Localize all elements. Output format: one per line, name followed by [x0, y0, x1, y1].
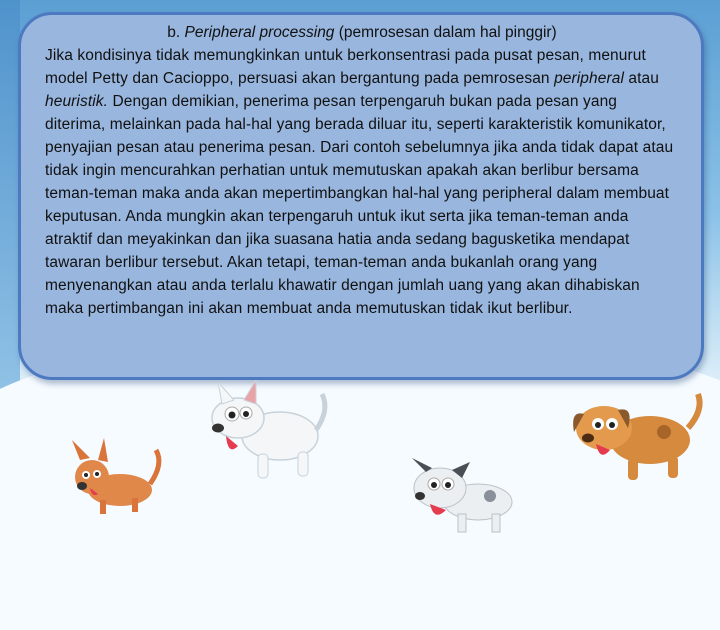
- white-dog-icon: [212, 380, 325, 478]
- body-italic-peripheral: peripheral: [554, 70, 624, 87]
- card-heading: [45, 21, 679, 44]
- card-body: [45, 44, 679, 320]
- heading-italic-term: Peripheral processing: [184, 24, 335, 41]
- body-part-2: atau: [624, 70, 659, 87]
- brown-dog-icon: [573, 394, 700, 480]
- text-card: [18, 12, 704, 380]
- heading-prefix: b.: [167, 24, 185, 41]
- heading-suffix: (pemrosesan dalam hal pinggir): [334, 24, 557, 41]
- grey-dog-icon: [412, 458, 512, 532]
- body-part-3: Dengan demikian, penerima pesan terpengaruh bukan pada pesan yang diterima, melainkan pada hal-hal yang berada diluar itu, seperti karakteristik komunikator, penyajian pesan atau penerima pesan. Dari contoh sebelumnya jika anda tidak dapat atau tidak ingin mencurahkan perhatian untuk memutuskan apakah akan berlibur bersama teman-teman maka anda akan mepertimbangkan hal-hal yang peripheral dalam membuat keputusan. Anda mungkin akan terpengaruh untuk ikut serta jika teman-teman anda atraktif dan meyakinkan dan jika suasana hatia anda sedang bagusketika mendapat tawaran berlibur tersebut. Akan tetapi, teman-teman anda bukanlah orang yang menyenangkan atau anda terlalu khawatir dengan jumlah uang yang akan dihabiskan maka pertimbangan ini akan membuat anda memutuskan tidak ikut berlibur.: [45, 93, 674, 317]
- body-part-1: Jika kondisinya tidak memungkinkan untuk berkonsentrasi pada pusat pesan, menurut model Petty dan Cacioppo, persuasi akan bergantung pada pemrosesan: [45, 47, 646, 87]
- dogs-illustration: [0, 380, 720, 540]
- orange-dog-icon: [72, 438, 159, 514]
- body-italic-heuristik: heuristik.: [45, 93, 109, 110]
